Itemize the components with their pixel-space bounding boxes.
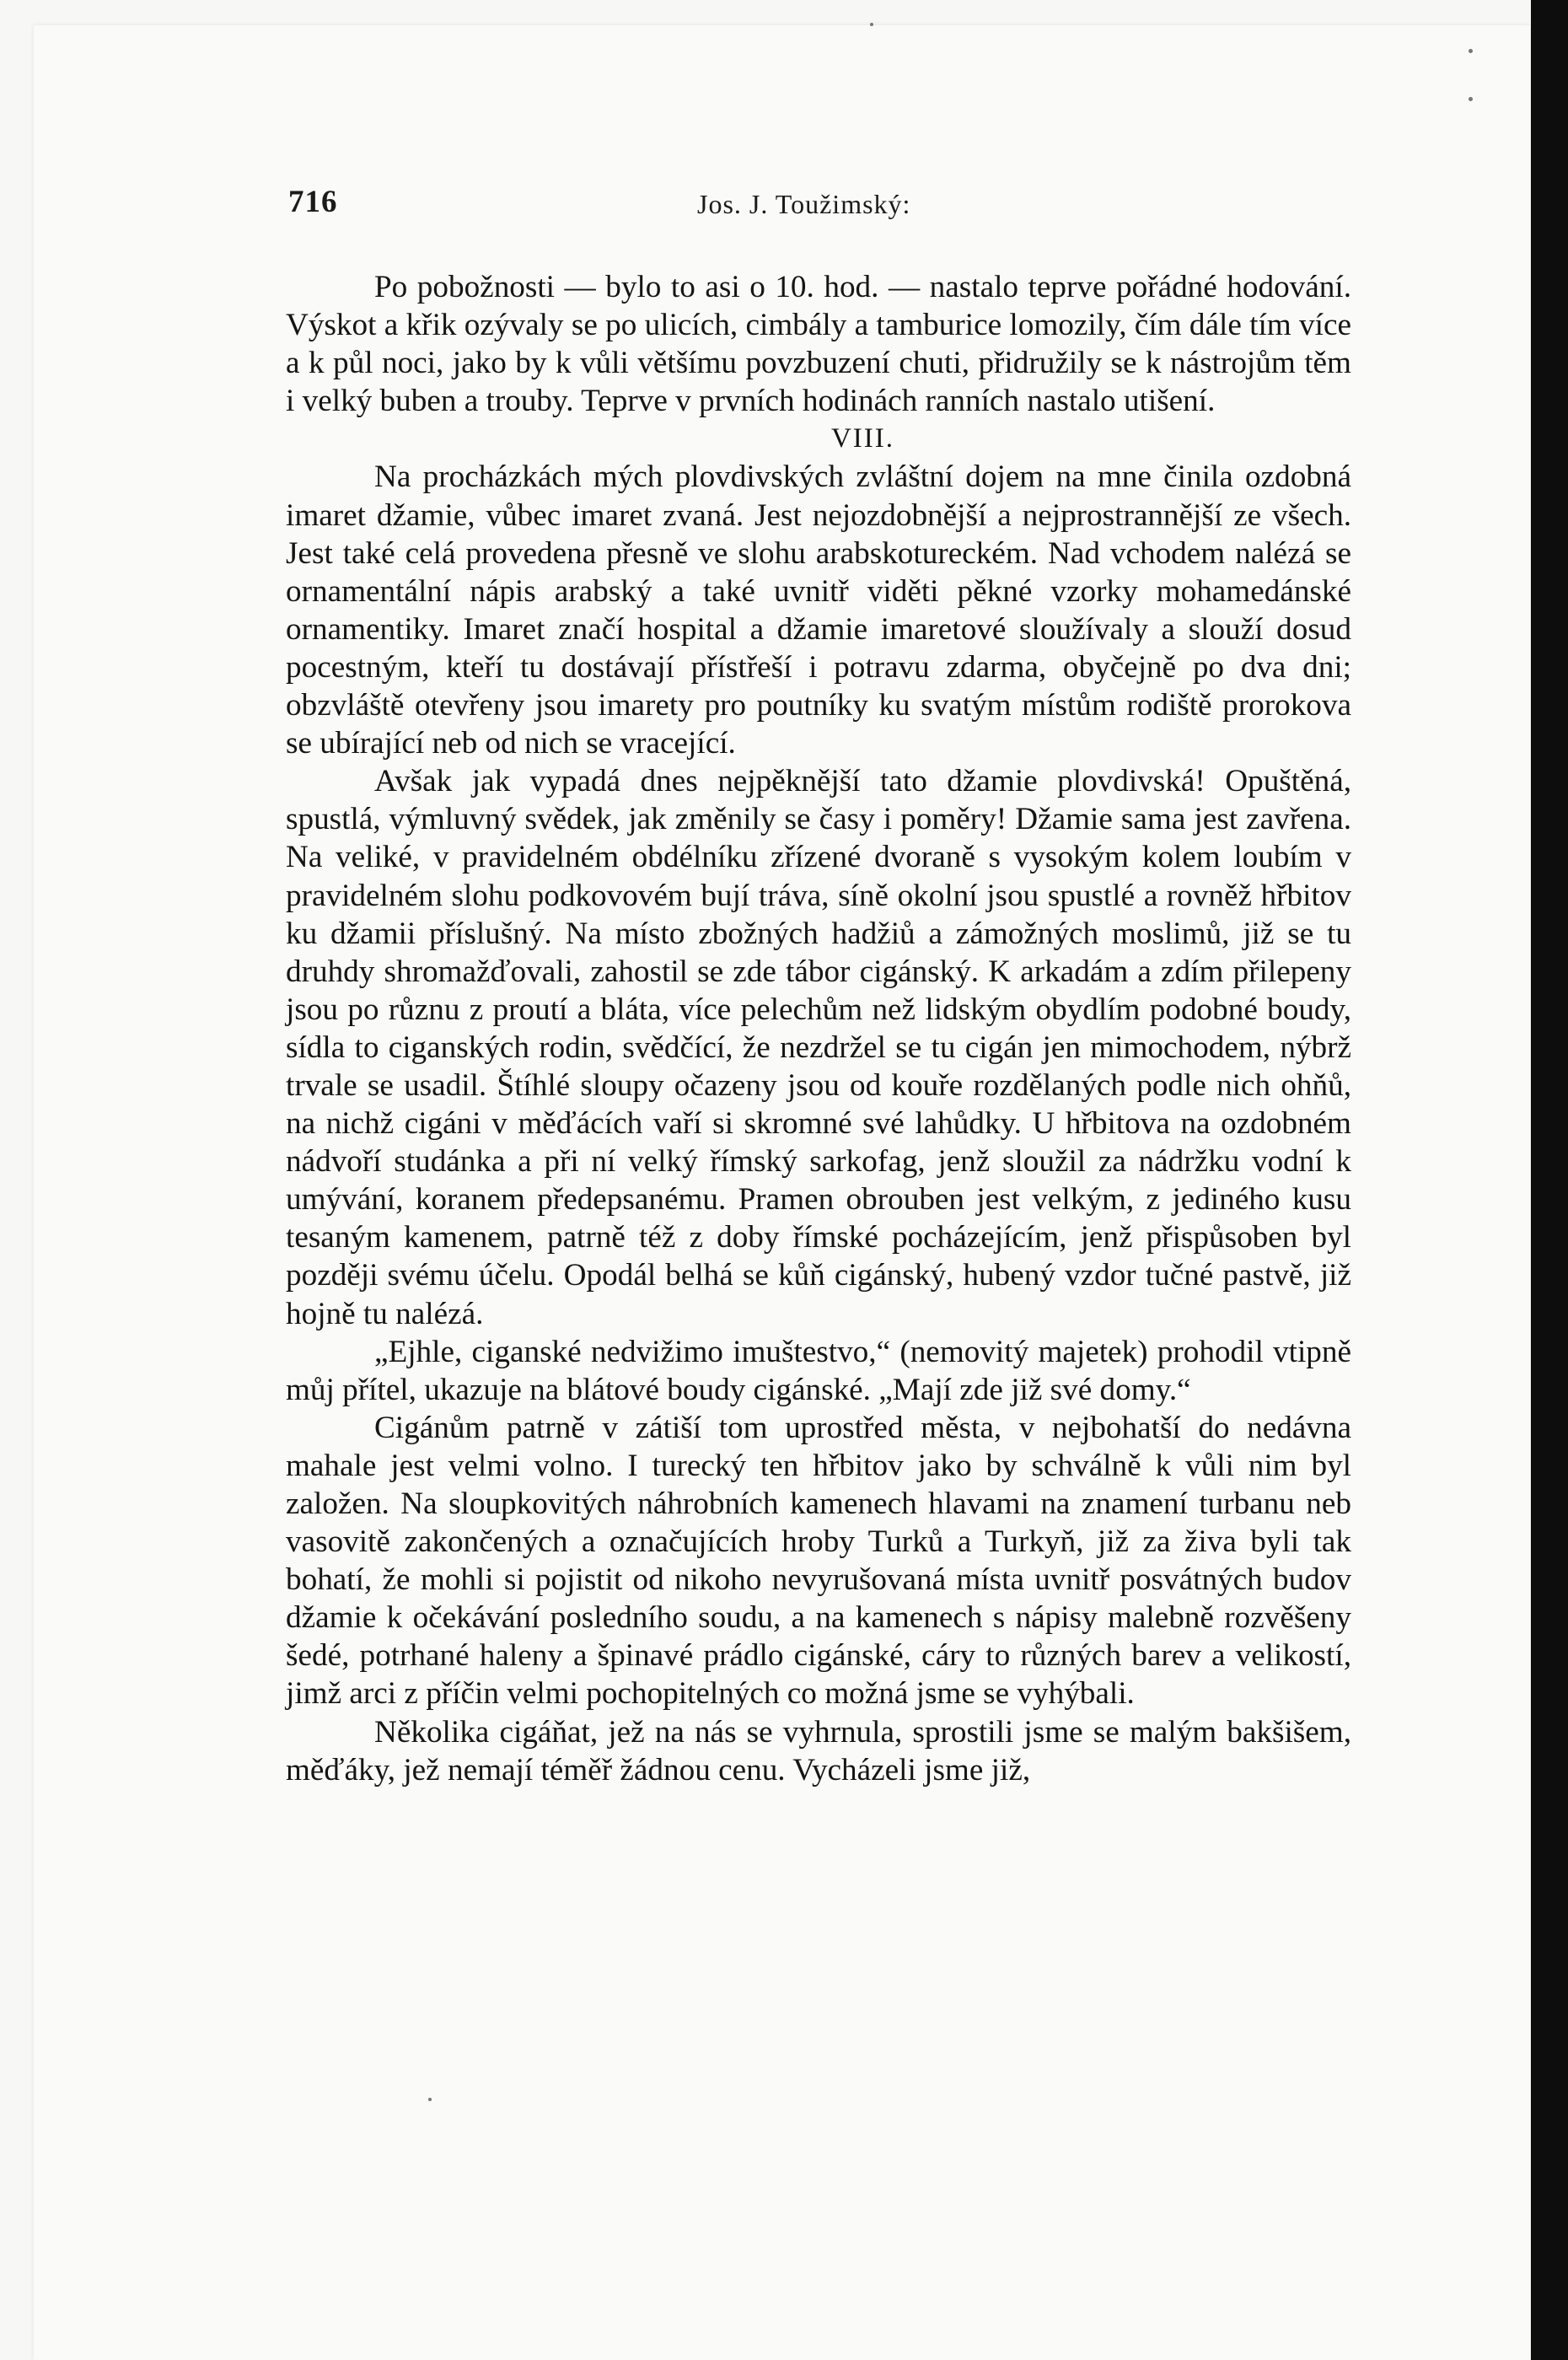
scan-speck — [1469, 97, 1473, 101]
running-head: Jos. J. Toužimský: — [697, 189, 911, 219]
paragraph: „Ejhle, ciganské nedvižimo imuštestvo,“ (nemovitý majetek) prohodil vtipně můj přítel, ukazuje na blátové boudy cigánské. „Mají zde již své domy.“ — [286, 1334, 1351, 1407]
paragraph: Cigánům patrně v zátiší tom uprostřed města, v nejbohatší do nedávna mahale jest velmi volno. I turecký ten hřbitov jako by schválně k vůli nim byl založen. Na sloupkovitých náhrobních kamenech hlavami na znamení turbanu neb vasovitě zakončených a označujících hroby Turků a Turkyň, již za živa byli tak bohatí, že mohli si pojistit od nikoho nevyrušovaná místa uvnitř posvátných budov džamie k očekávání posledního soudu, a na kamenech s nápisy malebně rozvěšeny šedé, potrhané haleny a špinavé prádlo cigánské, cáry to různých barev a velikostí, jimž arci z příčin velmi pochopitelných co možná jsme se vyhýbali. — [286, 1410, 1351, 1712]
scan-speck — [1469, 49, 1473, 53]
paragraph: Po pobožnosti — bylo to asi o 10. hod. — nastalo teprve pořádné hodování. Výskot a křik ozývaly se po ulicích, cimbály a tamburice lomozily, čím dále tím více a k půl noci, jako by k vůli většímu povzbuzení chuti, přidružily se k nástrojům těm i velký buben a trouby. Teprve v prvních hodinách ranních nastalo utišení. — [286, 270, 1351, 419]
paragraph: Na procházkách mých plovdivských zvláštní dojem na mne činila ozdobná imaret džamie, vůbec imaret zvaná. Jest nejozdobnější a nejprostrannější ze všech. Jest také celá provedena přesně ve slohu arabskotureckém. Nad vchodem nalézá se ornamentální nápis arabský a také uvnitř viděti pěkné vzorky mohamedánské ornamentiky. Imaret značí hospital a džamie imaretové sloužívaly a slouží dosud pocestným, kteří tu dostávají přístřeší i potravu zdarma, obyčejně po dva dni; obzvláště otevřeny jsou imarety pro poutníky ku svatým místům rodiště prorokova se ubírající neb od nich se vracející. — [286, 460, 1351, 761]
section-heading: VIII. — [830, 423, 895, 454]
scan-speck — [428, 2098, 432, 2101]
paragraph: Avšak jak vypadá dnes nejpěknější tato džamie plovdivská! Opuštěná, spustlá, výmluvný svědek, jak změnily se časy i poměry! Džamie sama jest zavřena. Na veliké, v pravidelném obdélníku zřízené dvoraně s vysokým kolem loubím v pravidelném slohu podkovovém bují tráva, síně okolní jsou spustlé a rovněž hřbitov ku džamii příslušný. Na místo zbožných hadžiů a zámožných moslimů, již se tu druhdy shromažďovali, zahostil se zde tábor cigánský. K arkadám a zdím přilepeny jsou po různu z proutí a bláta, více pelechům než lidským obydlím podobné boudy, sídla to ciganských rodin, svědčící, že nezdržel se tu cigán jen mimochodem, nýbrž trvale se usadil. Štíhlé sloupy očazeny jsou od kouře rozdělaných podle nich ohňů, na nichž cigáni v měďácích vaří si skromné své lahůdky. U hřbitova na ozdobném nádvoří studánka a při ní velký římský sarkofag, jenž sloužil za nádržku vodní k umývání, koranem předepsanému. Pramen obrouben jest velkým, z jediného kusu tesaným kamenem, patrně též z doby římské pocházejícím, jenž přispůsoben byl později svému účelu. Opodál belhá se kůň cigánský, hubený vzdor tučné pastvě, již hojně tu nalézá. — [286, 764, 1351, 1331]
scan-edge-strip — [1531, 0, 1568, 2360]
page-number: 716 — [288, 185, 338, 219]
body-text — [286, 268, 1351, 1789]
scan-speck — [870, 23, 873, 26]
paragraph: Několika cigáňat, jež na nás se vyhrnula, sprostili jsme se malým bakšišem, měďáky, jež nemají téměř žádnou cenu. Vycházeli jsme již, — [286, 1714, 1351, 1787]
page-header — [288, 184, 963, 234]
